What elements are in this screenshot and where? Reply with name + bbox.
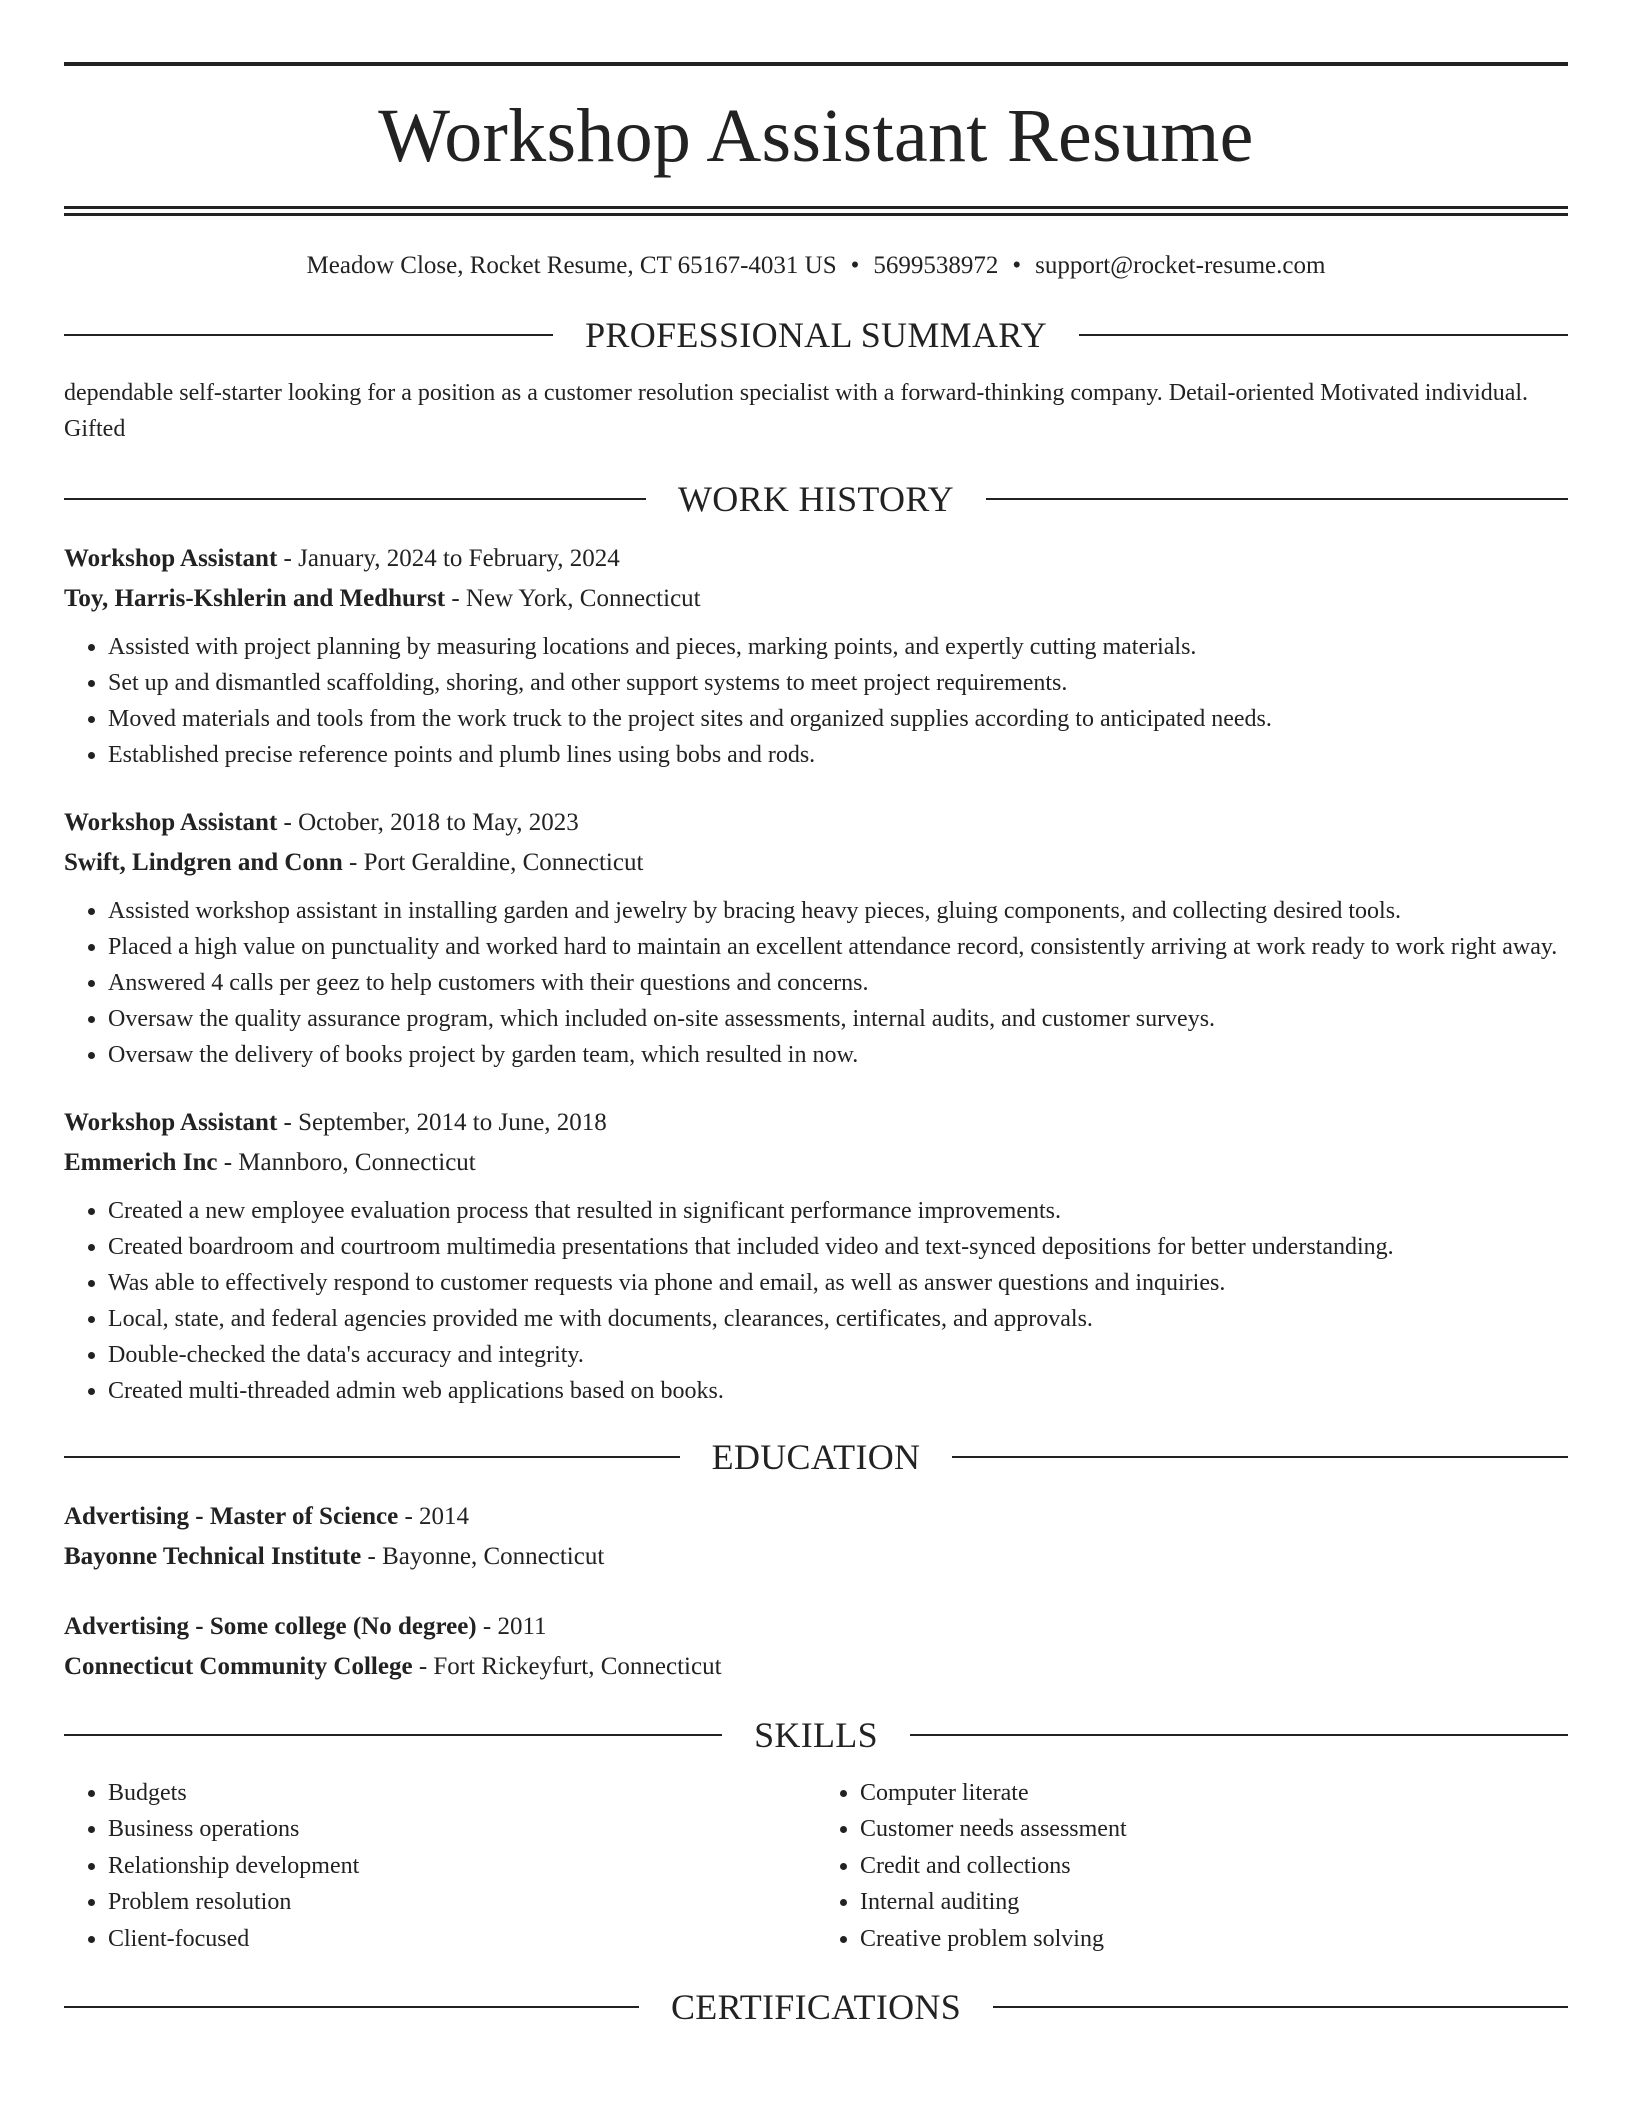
resume-page — [64, 0, 1568, 2025]
job-entry — [64, 803, 1568, 1073]
job-dates: - January, 2024 to February, 2024 — [277, 544, 620, 572]
education-school-line — [64, 1647, 1568, 1687]
section-rule-left — [64, 1734, 722, 1736]
section-rule-left — [64, 1456, 680, 1458]
skills-columns — [64, 1775, 1568, 1958]
title-double-rule — [64, 206, 1568, 216]
job-bullet: • Created boardroom and courtroom multimedia presentations that included video and text-synced depositions for better understanding. — [108, 1229, 1568, 1265]
contact-email: support@rocket-resume.com — [1035, 252, 1326, 279]
job-dates: - September, 2014 to June, 2018 — [277, 1108, 607, 1136]
skills-list-left — [64, 1775, 816, 1958]
job-title-line — [64, 539, 1568, 579]
job-company-line — [64, 843, 1568, 883]
job-bullet: • Placed a high value on punctuality and worked hard to maintain an excellent attendance record, consistently arriving at work ready to work right away. — [108, 929, 1568, 965]
job-dates: - October, 2018 to May, 2023 — [277, 808, 579, 836]
job-bullet: • Oversaw the quality assurance program, which included on-site assessments, internal audits, and customer surveys. — [108, 1001, 1568, 1037]
job-bullet: • Moved materials and tools from the work truck to the project sites and organized supplies according to anticipated needs. — [108, 701, 1568, 737]
job-title: Workshop Assistant — [64, 544, 278, 572]
contact-separator: • — [850, 252, 860, 279]
education-degree-line — [64, 1607, 1568, 1647]
section-header-skills — [64, 1714, 1568, 1755]
section-header-summary — [64, 314, 1568, 355]
top-rule — [64, 62, 1568, 66]
job-company-line — [64, 579, 1568, 619]
education-school: Bayonne Technical Institute — [64, 1542, 362, 1570]
skill-item: • Client-focused — [108, 1921, 816, 1958]
job-entry — [64, 1103, 1568, 1409]
section-header-education — [64, 1436, 1568, 1477]
section-title-certifications: CERTIFICATIONS — [670, 1987, 962, 2027]
job-title-line — [64, 803, 1568, 843]
job-bullet: • Answered 4 calls per geez to help customers with their questions and concerns. — [108, 965, 1568, 1001]
work-history-list — [64, 539, 1568, 1409]
job-location: - Port Geraldine, Connecticut — [342, 848, 644, 876]
job-company: Swift, Lindgren and Conn — [64, 848, 343, 876]
job-bullet: • Local, state, and federal agencies provided me with documents, clearances, certificates, and approvals. — [108, 1301, 1568, 1337]
education-list — [64, 1497, 1568, 1687]
job-bullets — [64, 893, 1568, 1073]
job-bullet: • Created a new employee evaluation process that resulted in significant performance improvements. — [108, 1193, 1568, 1229]
education-location: - Fort Rickeyfurt, Connecticut — [412, 1652, 722, 1680]
job-bullets — [64, 629, 1568, 773]
job-bullet: • Established precise reference points and plumb lines using bobs and rods. — [108, 737, 1568, 773]
education-location: - Bayonne, Connecticut — [361, 1542, 605, 1570]
education-school: Connecticut Community College — [64, 1652, 413, 1680]
section-rule-right — [910, 1734, 1568, 1736]
education-entry — [64, 1607, 1568, 1687]
job-company: Toy, Harris-Kshlerin and Medhurst — [64, 584, 446, 612]
education-school-line — [64, 1537, 1568, 1577]
skill-item: • Computer literate — [860, 1775, 1568, 1812]
education-degree-line — [64, 1497, 1568, 1537]
contact-line — [64, 250, 1568, 283]
education-degree: Advertising - Master of Science — [64, 1502, 399, 1530]
skill-item: • Internal auditing — [860, 1884, 1568, 1921]
job-bullet: • Assisted with project planning by measuring locations and pieces, marking points, and expertly cutting materials. — [108, 629, 1568, 665]
skill-item: • Business operations — [108, 1811, 816, 1848]
job-company-line — [64, 1143, 1568, 1183]
skill-item: • Problem resolution — [108, 1884, 816, 1921]
skill-item: • Credit and collections — [860, 1848, 1568, 1885]
section-rule-right — [986, 498, 1568, 500]
education-year: - 2014 — [398, 1502, 470, 1530]
job-title-line — [64, 1103, 1568, 1143]
section-title-education: EDUCATION — [711, 1436, 921, 1477]
job-bullet: • Was able to effectively respond to customer requests via phone and email, as well as answer questions and inquiries. — [108, 1265, 1568, 1301]
section-title-work: WORK HISTORY — [678, 478, 954, 519]
skill-item: • Creative problem solving — [860, 1921, 1568, 1958]
section-rule-right — [952, 1456, 1568, 1458]
section-title-skills: SKILLS — [754, 1714, 878, 1755]
job-bullet: • Oversaw the delivery of books project by garden team, which resulted in now. — [108, 1037, 1568, 1073]
job-bullet: • Set up and dismantled scaffolding, shoring, and other support systems to meet project requirements. — [108, 665, 1568, 701]
skill-item: • Budgets — [108, 1775, 816, 1812]
education-year: - 2011 — [476, 1612, 547, 1640]
section-rule-left — [64, 2006, 639, 2008]
resume-title: Workshop Assistant Resume — [378, 94, 1254, 178]
job-location: - New York, Connecticut — [445, 584, 701, 612]
job-bullet: • Double-checked the data's accuracy and integrity. — [108, 1337, 1568, 1373]
section-header-work — [64, 478, 1568, 519]
job-bullet: • Assisted workshop assistant in installing garden and jewelry by bracing heavy pieces, gluing components, and collecting desired tools. — [108, 893, 1568, 929]
job-location: - Mannboro, Connecticut — [217, 1148, 476, 1176]
contact-phone: 5699538972 — [873, 252, 999, 279]
contact-address: Meadow Close, Rocket Resume, CT 65167-4031 US — [306, 252, 837, 279]
education-entry — [64, 1497, 1568, 1577]
section-title-summary: PROFESSIONAL SUMMARY — [585, 314, 1047, 355]
education-degree: Advertising - Some college (No degree) — [64, 1612, 477, 1640]
skill-item: • Relationship development — [108, 1848, 816, 1885]
job-title: Workshop Assistant — [64, 1108, 278, 1136]
skills-list-right — [816, 1775, 1568, 1958]
job-title: Workshop Assistant — [64, 808, 278, 836]
summary-text: dependable self-starter looking for a position as a customer resolution specialist with a forward-thinking company. Detail-oriented Motivated individual. Gifted — [64, 379, 1529, 442]
job-bullets — [64, 1193, 1568, 1409]
job-company: Emmerich Inc — [64, 1148, 218, 1176]
section-rule-left — [64, 334, 553, 336]
section-rule-left — [64, 498, 646, 500]
skill-item: • Customer needs assessment — [860, 1811, 1568, 1848]
section-rule-right — [993, 2006, 1568, 2008]
job-entry — [64, 539, 1568, 773]
contact-separator: • — [1012, 252, 1022, 279]
job-bullet: • Created multi-threaded admin web applications based on books. — [108, 1373, 1568, 1409]
section-rule-right — [1079, 334, 1568, 336]
section-header-certifications — [64, 1989, 1568, 2025]
